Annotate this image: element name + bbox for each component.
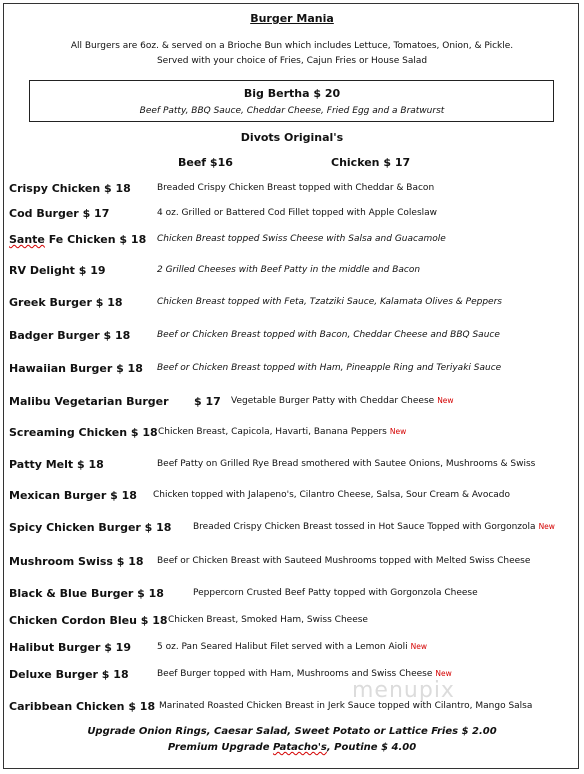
- new-badge: New: [435, 669, 452, 678]
- item-name: Spicy Chicken Burger $ 18: [9, 521, 172, 534]
- footer-upgrade: Upgrade Onion Rings, Caesar Salad, Sweet Potato or Lattice Fries $ 2.00: [87, 726, 497, 737]
- new-badge: New: [389, 427, 407, 436]
- item-desc: Beef Patty on Grilled Rye Bread smothered with Sautee Onions, Mushrooms & Swiss: [157, 459, 536, 469]
- item-desc: Beef or Chicken Breast topped with Ham, Pineapple Ring and Teriyaki Sauce: [157, 363, 502, 373]
- footer-premium: Premium Upgrade Patacho's, Poutine $ 4.00: [167, 742, 417, 753]
- watermark: menupix: [352, 678, 455, 703]
- item-name: Halibut Burger $ 19: [9, 641, 131, 654]
- item-desc: 4 oz. Grilled or Battered Cod Fillet topped with Apple Coleslaw: [157, 208, 438, 218]
- new-badge: New: [437, 396, 454, 405]
- item-desc: Breaded Crispy Chicken Breast topped with Cheddar & Bacon: [157, 183, 435, 193]
- price-beef: Beef $16: [178, 156, 233, 169]
- item-name-main: Sante: [9, 233, 45, 246]
- item-name: [9, 233, 146, 246]
- item-name: Crispy Chicken $ 18: [9, 182, 131, 195]
- item-desc: Chicken Breast, Capicola, Havarti, Banana Peppers New: [158, 427, 407, 437]
- feature-desc: Beef Patty, BBQ Sauce, Cheddar Cheese, Fried Egg and a Bratwurst: [139, 106, 445, 116]
- item-desc: Chicken Breast topped with Feta, Tzatziki Sauce, Kalamata Olives & Peppers: [157, 297, 502, 307]
- item-price: $ 17: [194, 395, 221, 408]
- item-name: Caribbean Chicken $ 18: [9, 700, 156, 713]
- item-desc: 5 oz. Pan Seared Halibut Filet served with a Lemon Aioli New: [157, 642, 428, 652]
- item-desc: 2 Grilled Cheeses with Beef Patty in the middle and Bacon: [157, 265, 421, 275]
- item-name: Screaming Chicken $ 18: [9, 426, 158, 439]
- intro-line-1: All Burgers are 6oz. & served on a Brioche Bun which includes Lettuce, Tomatoes, Onion, & Pickle.: [70, 41, 514, 51]
- item-name: Mexican Burger $ 18: [9, 489, 137, 502]
- item-desc: Chicken Breast topped Swiss Cheese with Salsa and Guacamole: [157, 234, 446, 244]
- item-desc: Vegetable Burger Patty with Cheddar Cheese New: [231, 396, 454, 406]
- item-name: Chicken Cordon Bleu $ 18: [9, 614, 168, 627]
- intro-line-2: Served with your choice of Fries, Cajun Fries or House Salad: [156, 56, 428, 66]
- item-desc: Beef or Chicken Breast with Sauteed Mushrooms topped with Melted Swiss Cheese: [157, 556, 531, 566]
- item-name: Badger Burger $ 18: [9, 329, 131, 342]
- item-desc: Marinated Roasted Chicken Breast in Jerk Sauce topped with Cilantro, Mango Salsa: [159, 701, 533, 711]
- item-desc: Beef Burger topped with Ham, Mushrooms and Swiss Cheese New: [157, 669, 452, 679]
- price-chicken: Chicken $ 17: [331, 156, 411, 169]
- item-name: Greek Burger $ 18: [9, 296, 123, 309]
- item-name: Deluxe Burger $ 18: [9, 668, 129, 681]
- item-name: Black & Blue Burger $ 18: [9, 587, 164, 600]
- feature-name: Big Bertha $ 20: [243, 87, 341, 100]
- section-subheading: Divots Original's: [240, 131, 344, 144]
- item-desc: Beef or Chicken Breast topped with Bacon, Cheddar Cheese and BBQ Sauce: [157, 330, 500, 340]
- item-name: Patty Melt $ 18: [9, 458, 104, 471]
- item-desc: Chicken topped with Jalapeno's, Cilantro Cheese, Salsa, Sour Cream & Avocado: [153, 490, 511, 500]
- item-desc: Chicken Breast, Smoked Ham, Swiss Cheese: [168, 615, 368, 625]
- new-badge: New: [538, 522, 555, 531]
- item-name: Malibu Vegetarian Burger: [9, 395, 169, 408]
- new-badge: New: [410, 642, 428, 651]
- item-name-rest: Fe Chicken $ 18: [44, 233, 147, 246]
- item-name: Cod Burger $ 17: [9, 207, 110, 220]
- item-desc: Breaded Crispy Chicken Breast tossed in Hot Sauce Topped with Gorgonzola New: [193, 522, 555, 532]
- item-name: Mushroom Swiss $ 18: [9, 555, 144, 568]
- item-name: Hawaiian Burger $ 18: [9, 362, 143, 375]
- item-name: RV Delight $ 19: [9, 264, 106, 277]
- menu-title: Burger Mania: [250, 12, 334, 25]
- item-desc: Peppercorn Crusted Beef Patty topped with Gorgonzola Cheese: [193, 588, 478, 598]
